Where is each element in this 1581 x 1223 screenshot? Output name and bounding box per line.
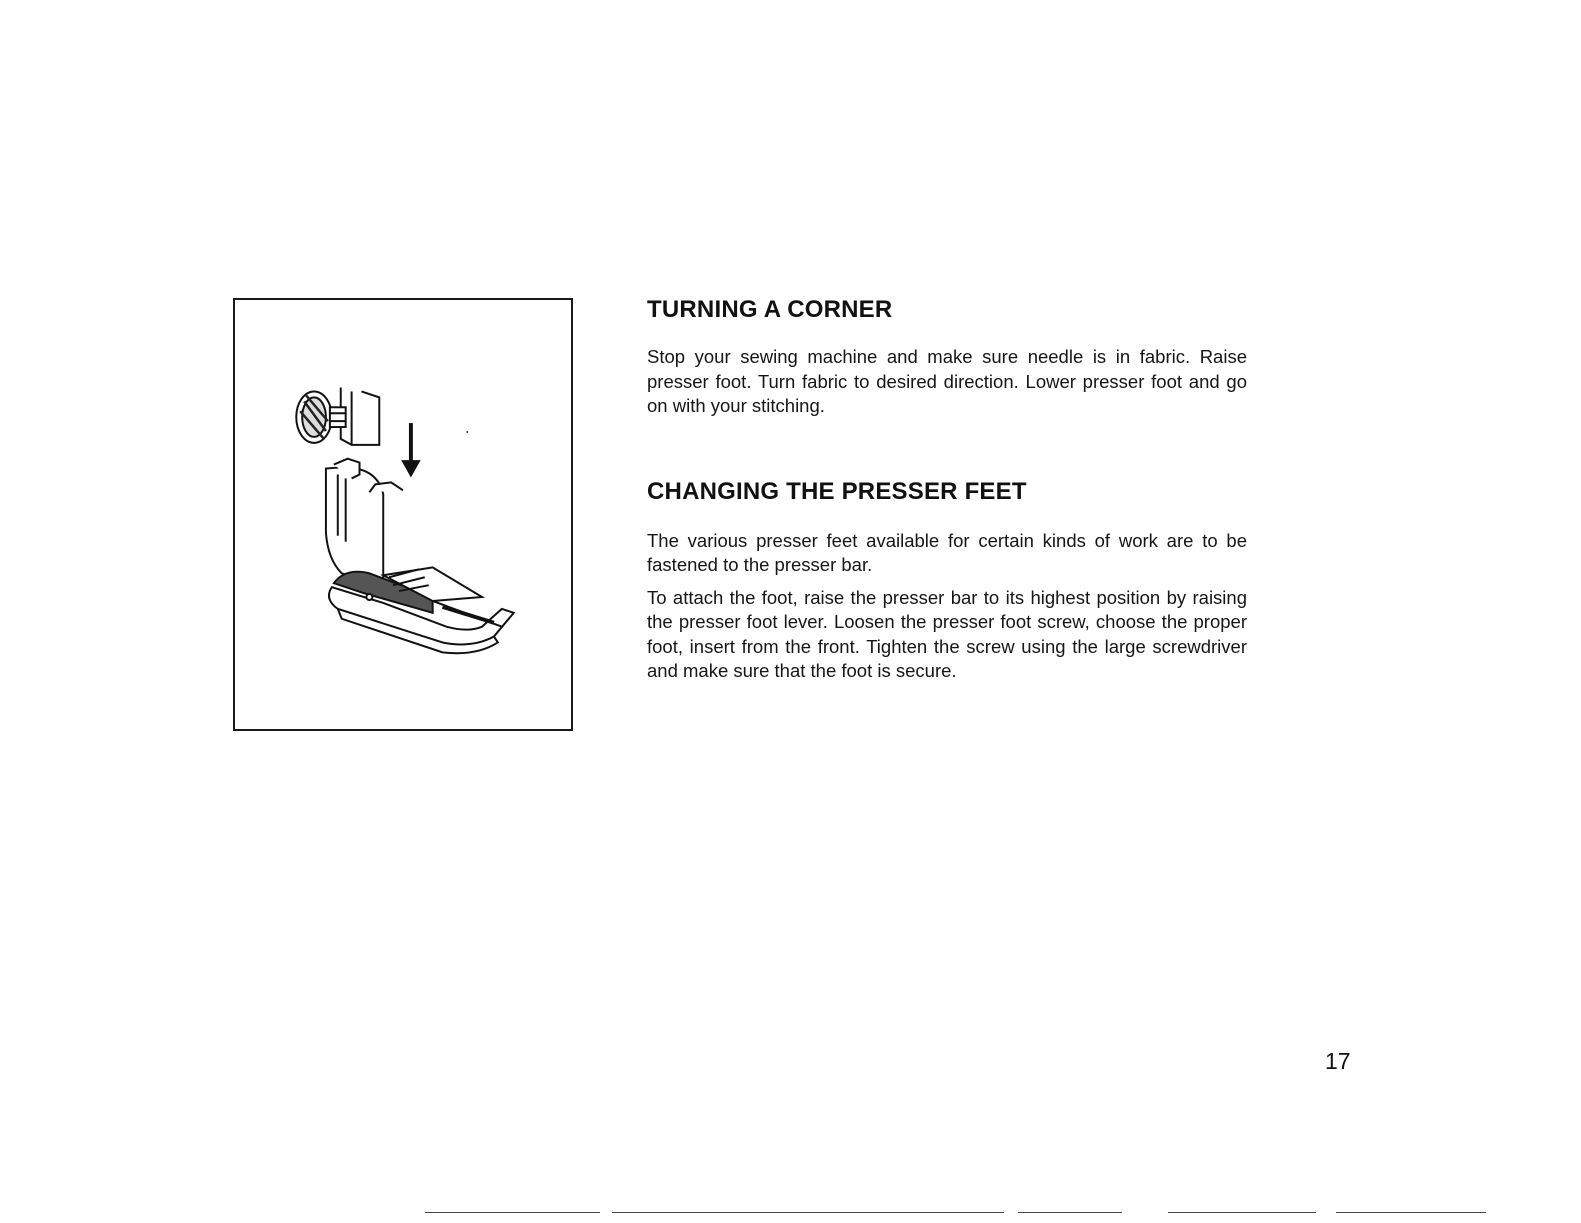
presser-foot-shank — [326, 459, 403, 587]
presser-foot-attach-illustration-icon — [235, 300, 571, 729]
presser-foot-screw — [296, 391, 345, 442]
changing-presser-feet-heading: CHANGING THE PRESSER FEET — [647, 477, 1027, 505]
presser-foot-figure — [233, 298, 573, 731]
turning-corner-heading: TURNING A CORNER — [647, 296, 893, 323]
scan-edge-rule — [1018, 1212, 1122, 1213]
scan-edge-rule — [612, 1212, 1004, 1213]
down-arrow-icon — [402, 423, 420, 476]
changing-presser-feet-body-1: The various presser feet available for certain kinds of work are to be fastened to the presser bar. — [647, 529, 1247, 575]
presser-foot-sole — [329, 567, 514, 653]
scan-edge-rule — [1168, 1212, 1316, 1213]
scan-edge-rule — [425, 1212, 600, 1213]
changing-presser-feet-body-2: To attach the foot, raise the presser bar to its highest position by raising the presser foot lever. Loosen the presser foot screw, choose the proper foot, insert from the front. Tighten the screw using the large screwdriver and make sure that the foot is secure. — [647, 586, 1247, 681]
scan-edge-rule — [1336, 1212, 1486, 1213]
turning-corner-section — [647, 295, 1247, 419]
changing-presser-feet-section — [647, 477, 1247, 684]
turning-corner-body: Stop your sewing machine and make sure needle is in fabric. Raise presser foot. Turn fabric to desired direction. Lower presser foot and go on with your stitching. — [647, 346, 1247, 416]
page-number: 17 — [1325, 1048, 1351, 1074]
instruction-text-column — [647, 295, 1247, 684]
